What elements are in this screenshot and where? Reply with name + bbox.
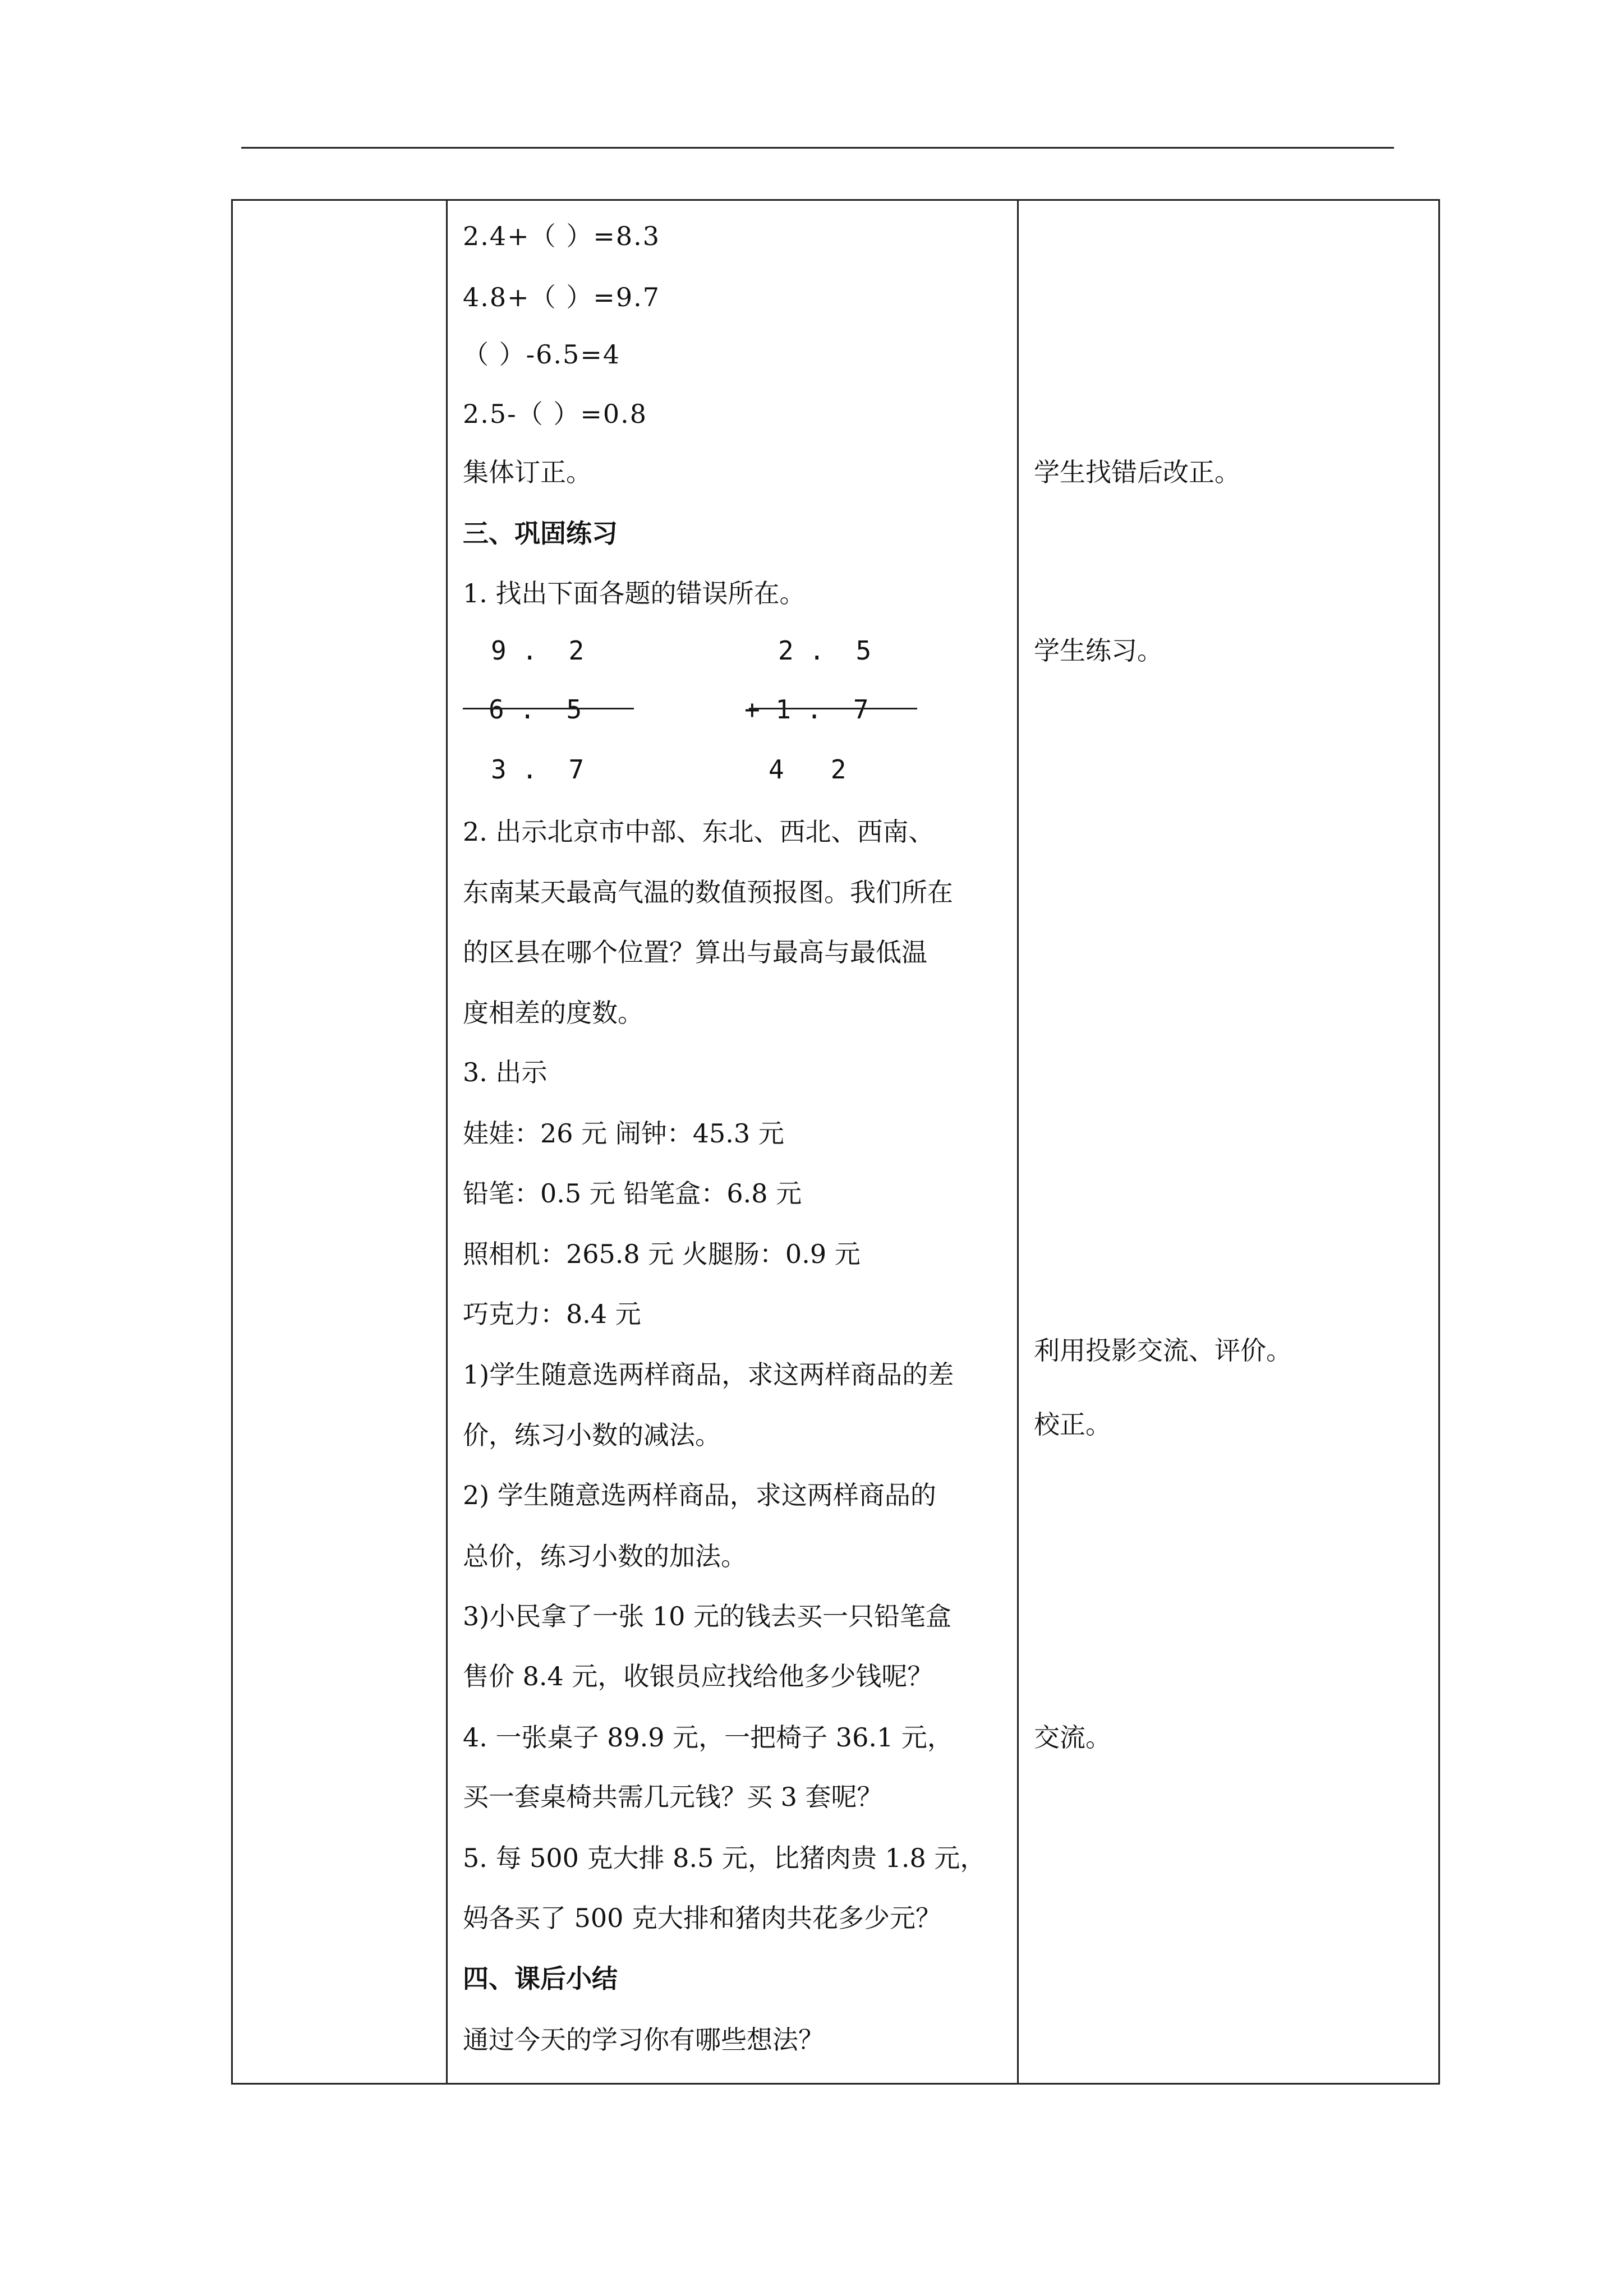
calc2-result: 4 2 — [769, 754, 846, 785]
price-line-doll-clock: 娃娃：26 元 闹钟：45.3 元 — [463, 1118, 784, 1149]
exercise-4-line-2: 买一套桌椅共需几元钱？买 3 套呢？ — [463, 1782, 883, 1812]
note-exchange: 交流。 — [1034, 1722, 1111, 1753]
exercise-2-line-2: 东南某天最高气温的数值预报图。我们所在 — [463, 877, 953, 907]
calc2-top-number: 2 . 5 — [778, 635, 872, 666]
task-2-line-1: 2) 学生随意选两样商品，求这两样商品的 — [463, 1480, 936, 1510]
section-heading-summary: 四、课后小结 — [463, 1963, 618, 1994]
section-heading-consolidation: 三、巩固练习 — [463, 518, 618, 548]
summary-question: 通过今天的学习你有哪些想法？ — [463, 2025, 824, 2055]
note-projection-exchange: 利用投影交流、评价。 — [1034, 1335, 1292, 1366]
exercise-4-line-1: 4. 一张桌子 89.9 元，一把椅子 36.1 元， — [463, 1722, 953, 1753]
task-3-line-2: 售价 8.4 元，收银员应找给他多少钱呢？ — [463, 1661, 933, 1691]
exercise-2-line-4: 度相差的度数。 — [463, 998, 643, 1028]
exercise-5-line-2: 妈各买了 500 克大排和猪肉共花多少元？ — [463, 1903, 942, 1933]
calc1-result: 3 . 7 — [491, 754, 585, 785]
column-divider-right — [1017, 201, 1019, 2083]
lesson-plan-table — [231, 199, 1440, 2085]
calc1-top-number: 9 . 2 — [491, 635, 585, 666]
task-1-line-1: 1)学生随意选两样商品，求这两样商品的差 — [463, 1359, 954, 1390]
note-student-practice: 学生练习。 — [1034, 635, 1163, 666]
price-line-pencil-box: 铅笔：0.5 元 铅笔盒：6.8 元 — [463, 1178, 802, 1209]
fill-blank-equation-4: 2.5-（ ）=0.8 — [463, 399, 648, 429]
column-divider-left — [446, 201, 448, 2083]
exercise-2-line-3: 的区县在哪个位置？算出与最高与最低温 — [463, 937, 927, 967]
calc1-operand: －6 . 5 — [463, 694, 582, 725]
note-find-errors: 学生找错后改正。 — [1034, 457, 1240, 487]
exercise-1-text: 1. 找出下面各题的错误所在。 — [463, 578, 806, 608]
task-3-line-1: 3)小民拿了一张 10 元的钱去买一只铅笔盒 — [463, 1601, 951, 1631]
price-line-camera-sausage: 照相机：265.8 元 火腿肠：0.9 元 — [463, 1239, 861, 1269]
fill-blank-equation-1: 2.4+（ ）=8.3 — [463, 221, 661, 251]
calc2-rule — [749, 708, 917, 709]
exercise-3-heading: 3. 出示 — [463, 1057, 548, 1087]
note-correction: 校正。 — [1034, 1409, 1111, 1440]
collective-correction-text: 集体订正。 — [463, 457, 592, 487]
calc2-operand: + 1 . 7 — [744, 694, 869, 725]
task-1-line-2: 价，练习小数的减法。 — [463, 1420, 721, 1450]
exercise-5-line-1: 5. 每 500 克大排 8.5 元，比猪肉贵 1.8 元， — [463, 1843, 986, 1873]
calc1-rule — [463, 708, 634, 709]
price-line-chocolate: 巧克力：8.4 元 — [463, 1299, 641, 1329]
header-rule — [241, 147, 1394, 149]
task-2-line-2: 总价，练习小数的加法。 — [463, 1541, 747, 1571]
exercise-2-line-1: 2. 出示北京市中部、东北、西北、西南、 — [463, 817, 935, 847]
fill-blank-equation-3: （ ）-6.5=4 — [463, 339, 621, 370]
fill-blank-equation-2: 4.8+（ ）=9.7 — [463, 282, 661, 312]
